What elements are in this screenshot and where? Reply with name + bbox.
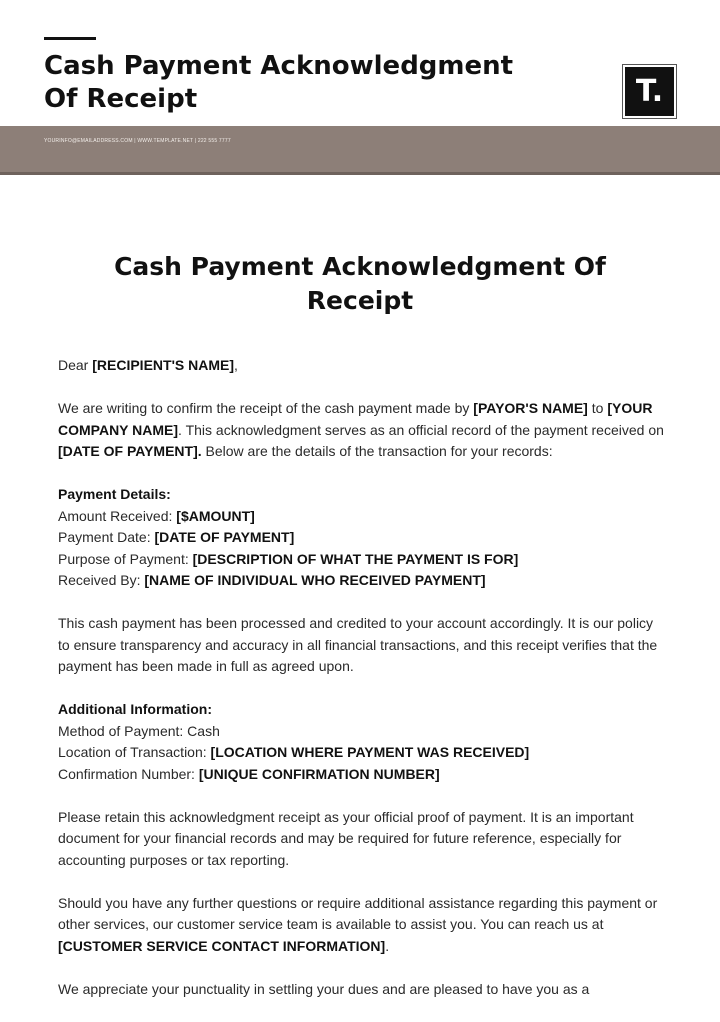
retain-paragraph: Please retain this acknowledgment receipt as your official proof of payment. It is an important document for your financial records and may be required for future reference, especially for accounting purposes or tax reporting. [58, 808, 634, 868]
payor-name-placeholder: [PAYOR'S NAME] [473, 400, 588, 416]
intro-paragraph [58, 398, 668, 463]
info-row [58, 764, 668, 786]
document-title [0, 250, 720, 318]
intro-text-2: to [587, 400, 608, 416]
detail-row [58, 527, 668, 549]
info-value: [LOCATION WHERE PAYMENT WAS RECEIVED] [210, 744, 530, 760]
payment-details-heading: Payment Details: [58, 486, 171, 502]
info-label: Method of Payment: Cash [58, 722, 220, 739]
detail-value: [DESCRIPTION OF WHAT THE PAYMENT IS FOR] [192, 550, 519, 567]
template-logo: T. [623, 65, 676, 118]
contact-band [0, 126, 720, 175]
payment-date-placeholder: [DATE OF PAYMENT]. [58, 443, 202, 459]
detail-row [58, 506, 668, 528]
header-title-line2: Of Receipt [44, 84, 198, 114]
detail-row [58, 549, 668, 571]
questions-paragraph [58, 893, 668, 958]
detail-value: [NAME OF INDIVIDUAL WHO RECEIVED PAYMENT] [144, 572, 486, 588]
intro-text-4: Below are the details of the transaction for your records: [201, 443, 553, 459]
questions-text-1: Should you have any further questions or require additional assistance regarding this payment or other services, our customer service team is available to assist you. You can reach us at [58, 894, 658, 932]
contact-info: YOURINFO@EMAILADDRESS.COM | WWW.TEMPLATE.NET | 222 555 7777 [44, 138, 231, 144]
greeting [58, 355, 668, 377]
info-row [58, 742, 668, 764]
greeting-prefix: Dear [58, 357, 93, 373]
payment-details-section [58, 484, 668, 592]
detail-label: Payment Date: [58, 529, 155, 545]
info-row [58, 721, 668, 743]
appreciation-paragraph: We appreciate your punctuality in settling your dues and are pleased to have you as a [58, 980, 590, 997]
recipient-name-placeholder: [RECIPIENT'S NAME] [92, 357, 235, 373]
customer-service-placeholder: [CUSTOMER SERVICE CONTACT INFORMATION] [58, 937, 386, 954]
document-title-line1: Cash Payment Acknowledgment Of [114, 252, 606, 281]
detail-label: Purpose of Payment: [58, 550, 193, 567]
detail-value: [$AMOUNT] [176, 507, 255, 524]
letter-body [58, 355, 668, 1022]
questions-text-2: . [385, 937, 390, 954]
info-value: [UNIQUE CONFIRMATION NUMBER] [198, 765, 440, 782]
detail-value: [DATE OF PAYMENT] [154, 529, 295, 545]
additional-info-heading: Additional Information: [58, 701, 212, 717]
intro-text-3: . This acknowledgment serves as an official record of the payment received on [178, 421, 664, 438]
greeting-suffix: , [234, 357, 238, 373]
info-label: Location of Transaction: [58, 744, 211, 760]
info-label: Confirmation Number: [58, 765, 199, 782]
additional-info-section [58, 699, 668, 785]
header-title-line1: Cash Payment Acknowledgment [44, 51, 514, 81]
processed-paragraph: This cash payment has been processed and credited to your account accordingly. It is our policy to ensure transparency and accuracy in all financial transactions, and this receipt verifies that the payment has been made in full as agreed upon. [58, 615, 658, 674]
detail-label: Amount Received: [58, 507, 177, 524]
detail-row [58, 570, 668, 592]
intro-text-1: We are writing to confirm the receipt of the cash payment made by [58, 400, 474, 416]
detail-label: Received By: [58, 572, 145, 588]
header-accent-rule [44, 37, 96, 40]
company-name-placeholder: [YOUR COMPANY NAME] [58, 400, 653, 438]
document-title-line2: Receipt [306, 286, 414, 315]
header-title [44, 50, 513, 116]
